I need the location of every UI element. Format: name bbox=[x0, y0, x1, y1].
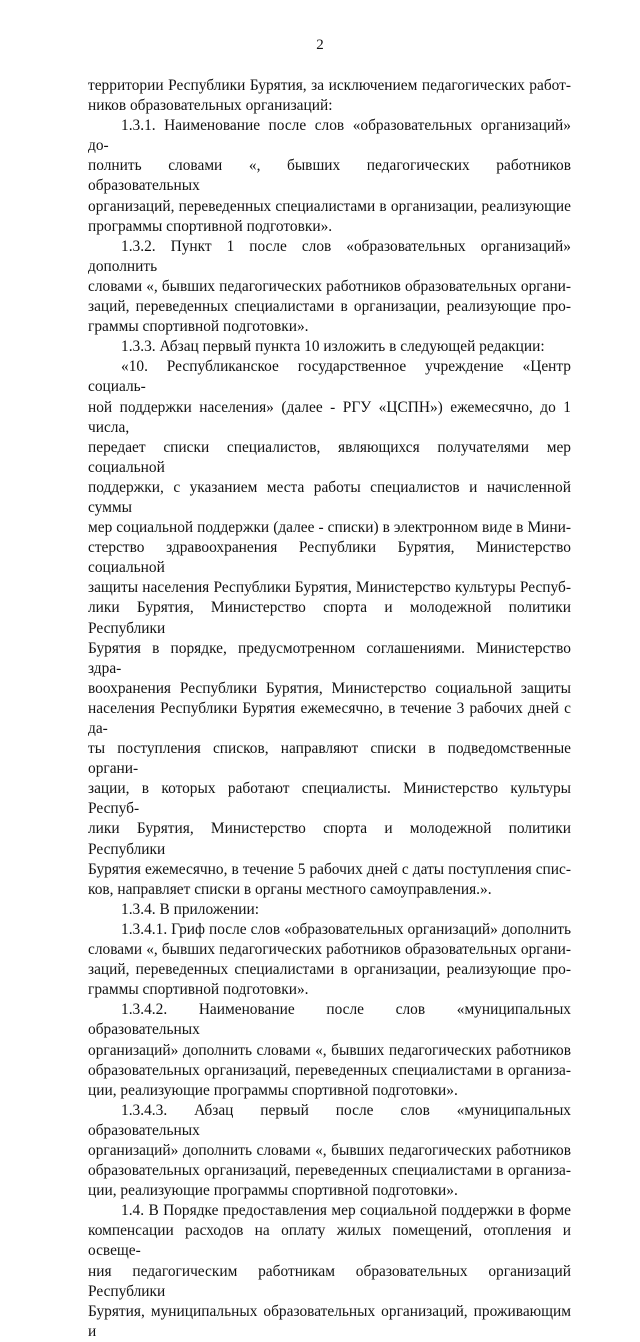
text-line: заций, переведенных специалистами в организации, реализующие про- bbox=[88, 961, 571, 979]
text-line: ков, направляет списки в органы местного самоуправления.». bbox=[88, 880, 492, 898]
text-line: организаций, переведенных специалистами в организации, реализующие bbox=[88, 197, 571, 215]
text-line: образовательных организаций, переведенных специалистами в организа- bbox=[88, 1061, 571, 1079]
page-number: 2 bbox=[316, 37, 324, 53]
text-line: защиты населения Республики Бурятия, Министерство культуры Респуб- bbox=[88, 579, 571, 597]
text-line: компенсации расходов на оплату жилых помещений, отопления и освеще- bbox=[88, 1222, 571, 1260]
text-line: словами «, бывших педагогических работников образовательных органи- bbox=[88, 941, 571, 959]
text-line: воохранения Республики Бурятия, Министерство социальной защиты bbox=[88, 679, 571, 697]
text-line: ты поступления списков, направляют списки в подведомственные органи- bbox=[88, 740, 571, 778]
text-line: лики Бурятия, Министерство спорта и молодежной политики Республики bbox=[88, 599, 571, 637]
text-line: ников образовательных организаций: bbox=[88, 97, 333, 115]
document-body bbox=[88, 76, 571, 1342]
text-line: программы спортивной подготовки». bbox=[88, 217, 333, 235]
text-line: передает списки специалистов, являющихся получателями мер социальной bbox=[88, 438, 571, 476]
text-line: населения Республики Бурятия ежемесячно, в течение 3 рабочих дней с да- bbox=[88, 699, 571, 737]
text-line: Бурятия, муниципальных образовательных организаций, проживающим и bbox=[88, 1302, 571, 1340]
text-line: «10. Республиканское государственное учреждение «Центр социаль- bbox=[88, 358, 571, 396]
text-line: ции, реализующие программы спортивной подготовки». bbox=[88, 1081, 458, 1099]
text-line: 1.3.4.2. Наименование после слов «муниципальных образовательных bbox=[88, 1001, 571, 1039]
text-line: Бурятия в порядке, предусмотренном соглашениями. Министерство здра- bbox=[88, 639, 571, 677]
text-line: мер социальной поддержки (далее - списки) в электронном виде в Мини- bbox=[88, 519, 571, 537]
text-line: стерство здравоохранения Республики Бурятия, Министерство социальной bbox=[88, 539, 571, 577]
text-line: ции, реализующие программы спортивной подготовки». bbox=[88, 1182, 458, 1200]
text-line: граммы спортивной подготовки». bbox=[88, 318, 309, 336]
text-line: лики Бурятия, Министерство спорта и молодежной политики Республики bbox=[88, 820, 571, 858]
text-line: организаций» дополнить словами «, бывших педагогических работников bbox=[88, 1141, 571, 1159]
text-line: 1.3.4. В приложении: bbox=[121, 900, 259, 918]
text-line: 1.3.2. Пункт 1 после слов «образовательных организаций» дополнить bbox=[88, 237, 571, 275]
text-line: зации, в которых работают специалисты. Министерство культуры Респуб- bbox=[88, 780, 571, 818]
text-line: 1.3.4.1. Гриф после слов «образовательных организаций» дополнить bbox=[121, 920, 571, 938]
text-line: граммы спортивной подготовки». bbox=[88, 981, 309, 999]
text-line: 1.3.3. Абзац первый пункта 10 изложить в следующей редакции: bbox=[121, 338, 545, 356]
text-line: 1.4. В Порядке предоставления мер социальной поддержки в форме bbox=[121, 1202, 571, 1220]
text-line: 1.3.4.3. Абзац первый после слов «муниципальных образовательных bbox=[88, 1101, 571, 1139]
text-line: территории Республики Бурятия, за исключением педагогических работ- bbox=[88, 77, 571, 94]
text-line: поддержки, с указанием места работы специалистов и начисленной суммы bbox=[88, 478, 571, 516]
text-line: 1.3.1. Наименование после слов «образовательных организаций» до- bbox=[88, 117, 571, 155]
text-line: образовательных организаций, переведенных специалистами в организа- bbox=[88, 1162, 571, 1180]
text-line: Бурятия ежемесячно, в течение 5 рабочих дней с даты поступления спис- bbox=[88, 860, 571, 878]
text-line: полнить словами «, бывших педагогических работников образовательных bbox=[88, 157, 571, 195]
text-line: ния педагогическим работникам образовательных организаций Республики bbox=[88, 1262, 571, 1300]
text-line: организаций» дополнить словами «, бывших педагогических работников bbox=[88, 1041, 571, 1059]
text-line: заций, переведенных специалистами в организации, реализующие про- bbox=[88, 298, 571, 316]
text-line: ной поддержки населения» (далее - РГУ «ЦСПН») ежемесячно, до 1 числа, bbox=[88, 398, 571, 436]
text-line: словами «, бывших педагогических работников образовательных органи- bbox=[88, 277, 571, 295]
